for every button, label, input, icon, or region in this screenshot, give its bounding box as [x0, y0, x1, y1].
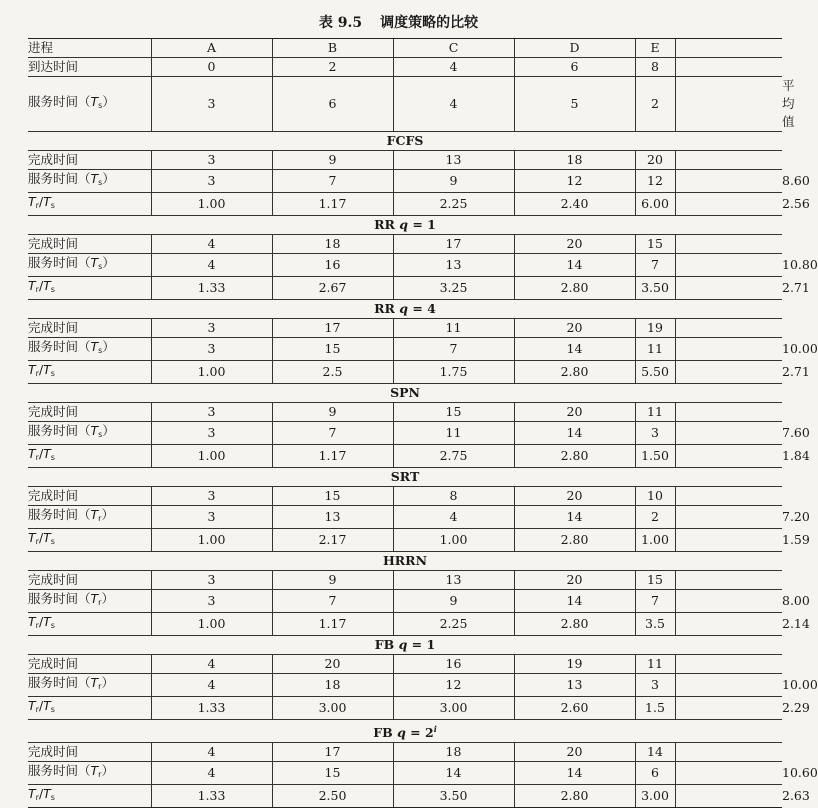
section-title: FB q = 1 — [28, 635, 782, 654]
cell-value: 10 — [635, 486, 675, 505]
cell-value: 20 — [514, 570, 635, 589]
cell-value: 1.00 — [151, 192, 272, 215]
spacer-cell — [675, 654, 782, 673]
section-title: FCFS — [28, 131, 782, 150]
cell-value: 4 — [151, 742, 272, 761]
cell-value: 14 — [514, 589, 635, 612]
cell-value: 4 — [151, 234, 272, 253]
spacer-cell — [675, 612, 782, 635]
section-header — [28, 719, 782, 742]
cell-value: 19 — [635, 318, 675, 337]
row-label: 服务时间$(T_s)$ — [28, 93, 115, 110]
cell-value: B — [272, 39, 393, 58]
spacer-cell — [675, 276, 782, 299]
cell-value: 2.5 — [272, 360, 393, 383]
cell-value: 3 — [151, 77, 272, 132]
row-label: $T_r/T_s$ — [28, 193, 55, 210]
cell-value: 13 — [514, 673, 635, 696]
table-row: 服务时间$(T_s)$ 3 15 7 14 11 10.00 — [28, 337, 782, 360]
cell-value: 18 — [272, 673, 393, 696]
spacer-cell — [675, 39, 782, 58]
header-service-row: 服务时间$(T_s)$ 3 6 4 5 2 平均值 — [28, 78, 795, 129]
scheduling-comparison-table — [28, 38, 818, 808]
section-header — [28, 131, 782, 150]
table-row — [28, 234, 782, 253]
cell-value: 3 — [635, 673, 675, 696]
spacer-cell — [675, 528, 782, 551]
cell-value: 1.00 — [151, 444, 272, 467]
cell-value: 2.75 — [393, 444, 514, 467]
cell-value: 14 — [514, 337, 635, 360]
cell-value: 4 — [151, 654, 272, 673]
spacer-cell — [675, 761, 782, 784]
table-row: $T_r/T_s$ 1.00 2.5 1.75 2.80 5.50 2.71 — [28, 360, 782, 383]
cell-value: 2.80 — [514, 276, 635, 299]
cell-value: 1.33 — [151, 784, 272, 807]
row-label: 服务时间$(T_s)$ — [28, 421, 151, 444]
cell-value: 6 — [514, 58, 635, 77]
table-row: 服务时间$(T_r)$ 3 13 4 14 2 7.20 — [28, 505, 782, 528]
cell-value: 3 — [151, 421, 272, 444]
cell-value: 14 — [393, 761, 514, 784]
cell-value: 1.00 — [151, 612, 272, 635]
cell-value: 11 — [635, 654, 675, 673]
cell-value: 19 — [514, 654, 635, 673]
spacer-cell — [675, 421, 782, 444]
cell-value: E — [635, 39, 675, 58]
cell-value: 2.50 — [272, 784, 393, 807]
table-row: $T_r/T_s$ 1.00 1.17 2.25 2.80 3.5 2.14 — [28, 612, 782, 635]
cell-value: 1.50 — [635, 444, 675, 467]
cell-value: 3 — [151, 505, 272, 528]
cell-value: 2 — [635, 505, 675, 528]
cell-value: 12 — [393, 673, 514, 696]
section-header — [28, 467, 782, 486]
cell-value: 3 — [151, 589, 272, 612]
cell-value: 13 — [393, 253, 514, 276]
cell-value: 7 — [272, 589, 393, 612]
cell-value: 4 — [151, 253, 272, 276]
cell-value: 6 — [635, 761, 675, 784]
table-row — [28, 318, 782, 337]
section-title: HRRN — [28, 551, 782, 570]
cell-value: 3 — [151, 402, 272, 421]
table-caption: 调度策略的比较 — [380, 15, 479, 31]
spacer-cell — [675, 486, 782, 505]
cell-value: 3.5 — [635, 612, 675, 635]
cell-value: 2 — [272, 58, 393, 77]
table-row — [28, 654, 782, 673]
cell-value: 14 — [514, 505, 635, 528]
cell-value: 20 — [514, 486, 635, 505]
spacer-cell — [675, 169, 782, 192]
cell-value: 13 — [393, 570, 514, 589]
cell-value: 7 — [635, 253, 675, 276]
spacer-cell — [675, 150, 782, 169]
cell-value: 3.50 — [635, 276, 675, 299]
row-label: $T_r/T_s$ — [28, 613, 55, 630]
table-row: 服务时间$(T_r)$ 4 15 14 14 6 10.60 — [28, 761, 782, 784]
cell-value: 6.00 — [635, 192, 675, 215]
cell-value: 15 — [635, 570, 675, 589]
row-label: 完成时间 — [28, 570, 151, 589]
cell-value: 1.00 — [151, 528, 272, 551]
cell-value: 3 — [151, 169, 272, 192]
row-label: 服务时间$(T_r)$ — [28, 673, 151, 696]
table-row: $T_r/T_s$ 1.33 3.00 3.00 2.60 1.5 2.29 — [28, 696, 782, 719]
cell-value: 15 — [272, 337, 393, 360]
row-label: 服务时间$(T_r)$ — [28, 505, 151, 528]
cell-value: 15 — [272, 486, 393, 505]
cell-value: 9 — [393, 169, 514, 192]
spacer-cell — [675, 360, 782, 383]
spacer-cell — [675, 505, 782, 528]
cell-value: 3.00 — [635, 784, 675, 807]
row-label: 完成时间 — [28, 402, 151, 421]
cell-value: 7 — [635, 589, 675, 612]
row-label: 完成时间 — [28, 742, 151, 761]
cell-value: 15 — [635, 234, 675, 253]
row-label: 完成时间 — [28, 318, 151, 337]
row-label: 进程 — [28, 39, 151, 58]
cell-value: 13 — [393, 150, 514, 169]
cell-value: 1.17 — [272, 612, 393, 635]
row-label: 完成时间 — [28, 654, 151, 673]
cell-value: 2.80 — [514, 784, 635, 807]
cell-value: 14 — [514, 761, 635, 784]
cell-value: 2.25 — [393, 192, 514, 215]
row-label: 服务时间$(T_s)$ — [28, 253, 151, 276]
cell-value: 17 — [272, 318, 393, 337]
section-header — [28, 383, 782, 402]
cell-value: 3 — [151, 337, 272, 360]
cell-value: 3.50 — [393, 784, 514, 807]
cell-value: 2.60 — [514, 696, 635, 719]
cell-value: 1.5 — [635, 696, 675, 719]
row-label: $T_r/T_s$ — [28, 529, 55, 546]
table-row: 服务时间$(T_s)$ 3 7 9 12 12 8.60 — [28, 169, 782, 192]
table-row — [28, 742, 782, 761]
cell-value: D — [514, 39, 635, 58]
cell-value: 7 — [393, 337, 514, 360]
spacer-cell — [675, 570, 782, 589]
cell-value: 2.40 — [514, 192, 635, 215]
table-row: $T_r/T_s$ 1.33 2.50 3.50 2.80 3.00 2.63 — [28, 784, 782, 807]
section-header — [28, 299, 782, 318]
cell-value: 1.33 — [151, 276, 272, 299]
cell-value: 20 — [514, 402, 635, 421]
row-label: 完成时间 — [28, 234, 151, 253]
cell-value: 17 — [272, 742, 393, 761]
cell-value: 20 — [635, 150, 675, 169]
cell-value: 14 — [514, 421, 635, 444]
cell-value: 12 — [635, 169, 675, 192]
cell-value: 16 — [393, 654, 514, 673]
cell-value: 6 — [272, 77, 393, 132]
cell-value: 1.00 — [635, 528, 675, 551]
cell-value: 3.00 — [393, 696, 514, 719]
cell-value: 9 — [272, 402, 393, 421]
row-label: $T_r/T_s$ — [28, 277, 55, 294]
spacer-cell — [675, 58, 782, 77]
cell-value: 2.17 — [272, 528, 393, 551]
cell-value: 3.25 — [393, 276, 514, 299]
cell-value: 2.80 — [514, 528, 635, 551]
table-row: $T_r/T_s$ 1.00 1.17 2.25 2.40 6.00 2.56 — [28, 192, 782, 215]
cell-value: 11 — [393, 318, 514, 337]
cell-value: 2.67 — [272, 276, 393, 299]
section-title: RR q = 1 — [28, 215, 782, 234]
cell-value: 2.25 — [393, 612, 514, 635]
table-row: 服务时间$(T_s)$ 4 16 13 14 7 10.80 — [28, 253, 782, 276]
spacer-cell — [675, 192, 782, 215]
cell-value: 7 — [272, 421, 393, 444]
cell-value: 11 — [635, 337, 675, 360]
table-row — [28, 570, 782, 589]
spacer-cell — [675, 696, 782, 719]
cell-value: 14 — [514, 253, 635, 276]
cell-value: 15 — [272, 761, 393, 784]
cell-value: 7 — [272, 169, 393, 192]
cell-value: 20 — [514, 234, 635, 253]
cell-value: 1.75 — [393, 360, 514, 383]
section-header — [28, 215, 782, 234]
cell-value: A — [151, 39, 272, 58]
cell-value: 3 — [151, 486, 272, 505]
spacer-cell — [675, 589, 782, 612]
cell-value: 5.50 — [635, 360, 675, 383]
cell-value: 3.00 — [272, 696, 393, 719]
cell-value: 8 — [393, 486, 514, 505]
cell-value: 9 — [272, 150, 393, 169]
cell-value: 4 — [393, 505, 514, 528]
table-title — [0, 12, 797, 32]
cell-value: C — [393, 39, 514, 58]
row-label: 服务时间$(T_r)$ — [28, 589, 151, 612]
cell-value: 20 — [514, 742, 635, 761]
cell-value: 11 — [635, 402, 675, 421]
cell-value: 1.00 — [151, 360, 272, 383]
row-label: 服务时间$(T_s)$ — [28, 169, 151, 192]
row-label: $T_r/T_s$ — [28, 784, 151, 807]
section-title: RR q = 4 — [28, 299, 782, 318]
cell-value: 17 — [393, 234, 514, 253]
cell-value: 9 — [272, 570, 393, 589]
spacer-cell — [675, 253, 782, 276]
section-header — [28, 551, 782, 570]
table-row: 服务时间$(T_r)$ 4 18 12 13 3 10.00 — [28, 673, 782, 696]
cell-value: 14 — [635, 742, 675, 761]
cell-value: 18 — [514, 150, 635, 169]
cell-value: 3 — [151, 318, 272, 337]
table-row: $T_r/T_s$ 1.00 1.17 2.75 2.80 1.50 1.84 — [28, 444, 782, 467]
row-label: $T_r/T_s$ — [28, 697, 55, 714]
cell-value: 0 — [151, 58, 272, 77]
spacer-cell — [675, 318, 782, 337]
cell-value: 1.00 — [393, 528, 514, 551]
cell-value: 4 — [393, 77, 514, 132]
cell-value: 16 — [272, 253, 393, 276]
cell-value: 11 — [393, 421, 514, 444]
row-label: 到达时间 — [28, 58, 151, 77]
cell-value: 3 — [151, 570, 272, 589]
cell-value: 15 — [393, 402, 514, 421]
table-row — [28, 402, 782, 421]
cell-value: 20 — [272, 654, 393, 673]
section-title: SPN — [28, 383, 782, 402]
cell-value: 2.80 — [514, 612, 635, 635]
spacer-cell — [675, 673, 782, 696]
cell-value: 2 — [635, 77, 675, 132]
cell-value: 18 — [272, 234, 393, 253]
section-header — [28, 635, 782, 654]
row-label: $T_r/T_s$ — [28, 445, 55, 462]
cell-value: 13 — [272, 505, 393, 528]
cell-value: 4 — [151, 761, 272, 784]
section-title: SRT — [28, 467, 782, 486]
cell-value: 9 — [393, 589, 514, 612]
row-label: 服务时间$(T_r)$ — [28, 761, 151, 784]
table-row: 服务时间$(T_r)$ 3 7 9 14 7 8.00 — [28, 589, 782, 612]
row-label: 服务时间$(T_s)$ — [28, 337, 151, 360]
header-process-row — [28, 39, 782, 58]
row-label: 完成时间 — [28, 150, 151, 169]
cell-value: 5 — [514, 77, 635, 132]
cell-value: 12 — [514, 169, 635, 192]
cell-value: 20 — [514, 318, 635, 337]
row-label: 完成时间 — [28, 486, 151, 505]
spacer-cell — [675, 402, 782, 421]
spacer-cell — [675, 234, 782, 253]
cell-value: 4 — [393, 58, 514, 77]
table-row — [28, 486, 782, 505]
section-title: FB $q = 2^i$ — [28, 719, 782, 742]
cell-value: 3 — [635, 421, 675, 444]
spacer-cell — [675, 742, 782, 761]
cell-value: 1.17 — [272, 192, 393, 215]
spacer-cell — [675, 444, 782, 467]
cell-value: 8 — [635, 58, 675, 77]
cell-value: 1.17 — [272, 444, 393, 467]
table-row: 服务时间$(T_s)$ 3 7 11 14 3 7.60 — [28, 421, 782, 444]
row-label: $T_r/T_s$ — [28, 361, 55, 378]
table-row: $T_r/T_s$ 1.33 2.67 3.25 2.80 3.50 2.71 — [28, 276, 782, 299]
table-row: $T_r/T_s$ 1.00 2.17 1.00 2.80 1.00 1.59 — [28, 528, 782, 551]
table-row — [28, 150, 782, 169]
spacer-cell — [675, 77, 782, 132]
header-arrival-row — [28, 58, 782, 77]
table-number: 表 9.5 — [318, 15, 363, 31]
cell-value: 4 — [151, 673, 272, 696]
cell-value: 18 — [393, 742, 514, 761]
spacer-cell — [675, 337, 782, 360]
cell-value: 2.80 — [514, 444, 635, 467]
cell-value: 1.33 — [151, 696, 272, 719]
cell-value: 3 — [151, 150, 272, 169]
cell-value: 2.80 — [514, 360, 635, 383]
spacer-cell — [675, 784, 782, 807]
